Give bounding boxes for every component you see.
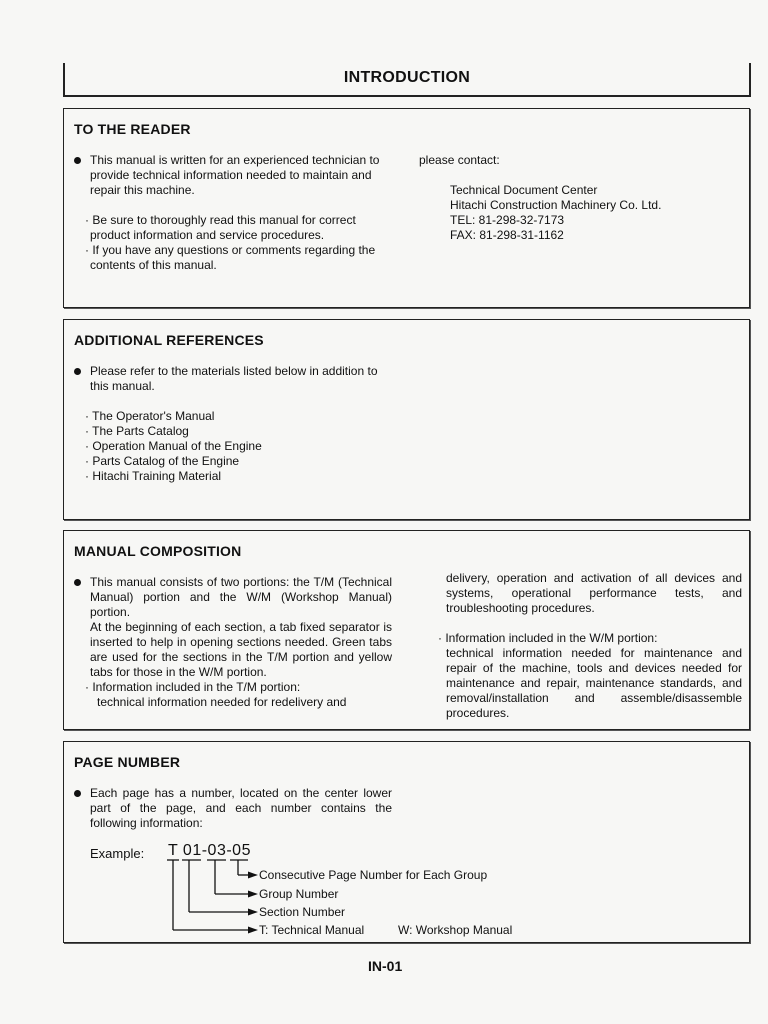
reference-item: · Operation Manual of the Engine [85, 439, 262, 453]
label-consecutive-page: Consecutive Page Number for Each Group [259, 868, 488, 882]
section-heading: ADDITIONAL REFERENCES [74, 332, 264, 348]
reference-item: · The Parts Catalog [85, 424, 189, 438]
section-to-the-reader [63, 108, 750, 308]
tm-text-cont: delivery, operation and activation of all devices and systems, operational performance tests, and troubleshooting procedures. [446, 571, 742, 615]
section-manual-composition [63, 530, 750, 730]
composition-para: At the beginning of each section, a tab fixed separator is inserted to help in opening sections needed. Green tabs are used for the sections in the T/M portion and yellow tabs for those in the W/M portion. [90, 620, 392, 679]
reader-right-column [419, 153, 739, 243]
reference-item: · Parts Catalog of the Engine [85, 454, 240, 468]
section-heading: PAGE NUMBER [74, 754, 181, 770]
bullet-icon [74, 579, 81, 586]
example-code: T 01-03-05 [168, 842, 251, 859]
reader-bullet: This manual is written for an experienced technician to provide technical information needed to maintain and repair this machine. [74, 153, 392, 198]
page-title: INTRODUCTION [343, 69, 471, 86]
contact-tel: TEL: 81-298-32-7173 [450, 213, 565, 227]
references-column [74, 364, 392, 484]
page-number-bullet: Each page has a number, located on the center lower part of the page, and each number contains the following information: [74, 786, 392, 831]
tm-text: technical information needed for redelivery and [97, 695, 347, 709]
label-section-number: Section Number [259, 905, 346, 919]
reader-sub2: · If you have any questions or comments regarding the contents of this manual. [85, 243, 376, 272]
section-additional-references [63, 319, 750, 520]
bullet-icon [74, 368, 81, 375]
example-label: Example: [90, 846, 145, 861]
wm-text: technical information needed for maintenance and repair of the machine, tools and devices needed for maintenance and repair, maintenance standards, and removal/installation and assemble/disassemble procedures. [446, 646, 742, 720]
label-group-number: Group Number [259, 887, 339, 901]
bullet-icon [74, 157, 81, 164]
tm-label: · Information included in the T/M portion: [85, 680, 301, 694]
contact-intro: please contact: [419, 153, 500, 167]
composition-right-column [438, 571, 742, 721]
reader-left-column [74, 153, 392, 273]
reader-sub1: · Be sure to thoroughly read this manual for correct product information and service procedures. [85, 213, 356, 242]
section-heading: TO THE READER [74, 121, 191, 137]
label-technical-manual: T: Technical Manual [259, 923, 365, 937]
section-page-number [63, 741, 750, 943]
section-heading: MANUAL COMPOSITION [74, 543, 242, 559]
title-bar [63, 63, 751, 97]
composition-bullet: This manual consists of two portions: the T/M (Technical Manual) portion and the W/M (Workshop Manual) portion. [74, 575, 392, 620]
reference-item: · Hitachi Training Material [85, 469, 222, 483]
contact-line: Technical Document Center [450, 183, 598, 197]
reference-item: · The Operator's Manual [85, 409, 215, 423]
contact-line: Hitachi Construction Machinery Co. Ltd. [450, 198, 662, 212]
label-workshop-manual: W: Workshop Manual [398, 923, 513, 937]
composition-left-column [74, 575, 392, 710]
wm-label: · Information included in the W/M portion: [438, 631, 658, 645]
references-bullet: Please refer to the materials listed below in addition to this manual. [74, 364, 392, 394]
page-number: IN-01 [368, 958, 403, 974]
contact-fax: FAX: 81-298-31-1162 [450, 228, 564, 242]
